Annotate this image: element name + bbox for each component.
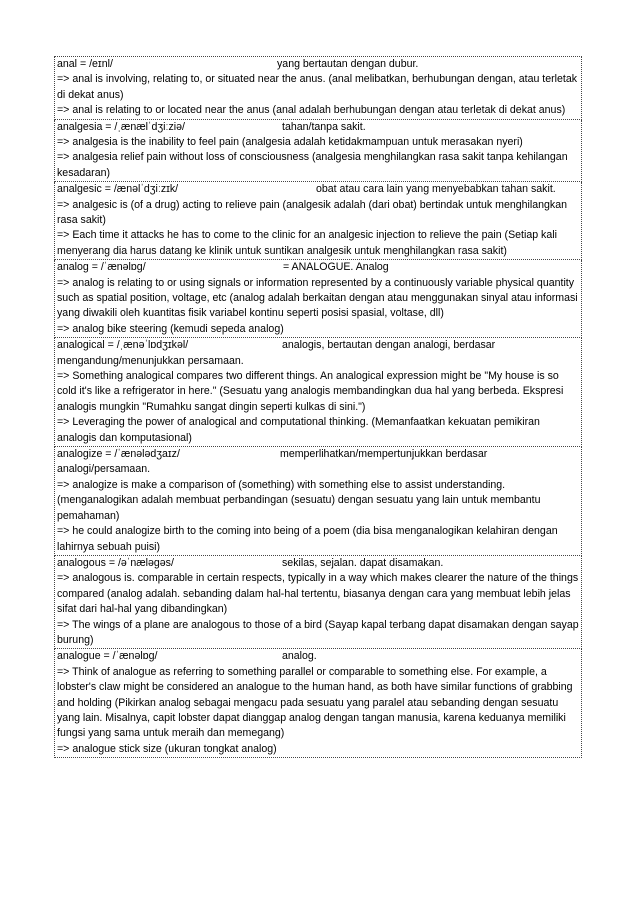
entry-gloss: yang bertautan dengan dubur. [277,58,419,70]
entry-gloss: = ANALOGUE. Analog [283,261,389,274]
entry-line: => The wings of a plane are analogous to those of a bird (Sayap kapal terbang dapat disamakan dengan sayap [57,618,579,631]
entry-term: analgesia = /ˌænælˈdʒiːziə/ [57,120,185,133]
entry-analogous [54,556,582,649]
entry-gloss: sekilas, sejalan. dapat disamakan. [282,556,444,569]
entry-line: => analogue stick size (ukuran tongkat analog) [57,742,277,755]
dictionary-page [54,56,582,758]
entry-line: => analogous is. comparable in certain respects, typically in a way which makes clearer the nature of the things compared (analog adalah. sebanding dalam hal-hal tertentu, biasanya dengan cara yang membuat lebih jelas sifat dari hal-hal yang dibandingkan) [57,572,579,616]
entry-analgesic [54,182,582,260]
entry-gloss-continued: mengandung/menunjukkan persamaan. [57,354,244,367]
entry-line: => Think of analogue as referring to something parallel or comparable to something else. For example, a lobster's claw might be considered an analogue to the human hand, as both have similar functions of grabbing and holding (Pikirkan analog sebagai mengacu pada sesuatu yang paralel atau sebanding dengan sesuatu yang lain. Misalnya, capit lobster dapat dianggap analog dengan tangan manusia, karena keduanya memiliki fungsi yang sama untuk meraih dan memegang) [57,665,573,740]
entry-line: => analgesic is (of a drug) acting to relieve pain (analgesik adalah (dari obat) bertindak untuk menghilangkan rasa sakit) [57,198,567,227]
entry-term: analgesic = /ænəlˈdʒiːzɪk/ [57,183,179,196]
entry-line: => Something analogical compares two different things. An analogical expression might be "My house is so cold it's like a refrigerator in here." (Sesuatu yang analogis membandingkan dua hal yang berbeda. Ekspresi analogis mungkin "Rumahku sangat dingin seperti kulkas di sini.") [57,370,564,413]
entry-line: => anal is relating to or located near the anus (anal adalah berhubungan dengan atau terletak di dekat anus) [57,104,566,117]
entry-gloss: analog. [282,650,317,663]
entry-term: analogous = /əˈnæləgəs/ [57,556,174,569]
entry-term: analogize = /ˈænələdʒaɪz/ [57,448,180,461]
entry-analgesia [54,120,582,183]
entry-analogue [54,649,582,758]
entry-gloss: analogis, bertautan dengan analogi, berdasar [282,339,496,352]
entry-gloss-continued: analogi/persamaan. [57,463,151,476]
entry-term: analogue = /ˈænəlɒg/ [57,650,158,663]
entry-gloss: tahan/tanpa sakit. [282,120,366,133]
entry-gloss: memperlihatkan/mempertunjukkan berdasar [280,448,488,461]
entry-header [57,182,579,197]
entry-header [57,260,579,275]
entry-line: => analogize is make a comparison of (something) with something else to assist understanding. (menganalogikan adalah membuat perbandingan (sesuatu) dengan sesuatu yang lain untuk membantu pemahaman) [57,478,541,522]
entry-analog [54,260,582,338]
entry-line: => anal is involving, relating to, or situated near the anus. (anal melibatkan, berhubungan dengan, atau terletak di dekat anus) [57,73,578,101]
entry-line: burung) [57,633,94,646]
entry-header [57,447,579,462]
entry-line: => analgesia relief pain without loss of consciousness (analgesia menghilangkan rasa sakit tanpa kehilangan kesadaran) [57,151,568,179]
entry-header [57,338,579,353]
entry-line: => analog bike steering (kemudi sepeda analog) [57,322,284,335]
entry-anal [54,56,582,120]
entry-header [57,57,579,72]
entry-gloss: obat atau cara lain yang menyebabkan tahan sakit. [316,183,556,196]
entry-line: => Each time it attacks he has to come to the clinic for an analgesic injection to relieve the pain (Setiap kali menyerang dia harus datang ke klinik untuk suntikan analgesik untuk menghilangkan rasa sakit) [57,229,557,257]
entry-line: => analog is relating to or using signals or information represented by a continuously variable physical quantity such as spatial position, voltage, etc (analog adalah berkaitan dengan atau menggunakan sinyal atau informasi yang diwakili oleh kuantitas fisik variabel kontinu seperti posisi spasial, voltase, dll) [57,276,578,320]
entry-term: anal = /eɪnl/ [57,58,113,70]
entry-analogize [54,447,582,556]
entry-header [57,556,579,571]
entry-header [57,120,579,135]
entry-analogical [54,338,582,447]
entry-line: => he could analogize birth to the coming into being of a poem (dia bisa menganalogikan kelahiran dengan lahirnya sebuah puisi) [57,525,558,553]
entry-header [57,649,579,664]
entry-line: => analgesia is the inability to feel pain (analgesia adalah ketidakmampuan untuk merasakan nyeri) [57,136,523,148]
entry-term: analogical = /ˌænəˈlɒdʒɪkəl/ [57,339,189,352]
entry-term: analog = /ˈænəlɒg/ [57,261,146,274]
entry-line: => Leveraging the power of analogical and computational thinking. (Memanfaatkan kekuatan pemikiran analogis dan komputasional) [57,416,540,444]
